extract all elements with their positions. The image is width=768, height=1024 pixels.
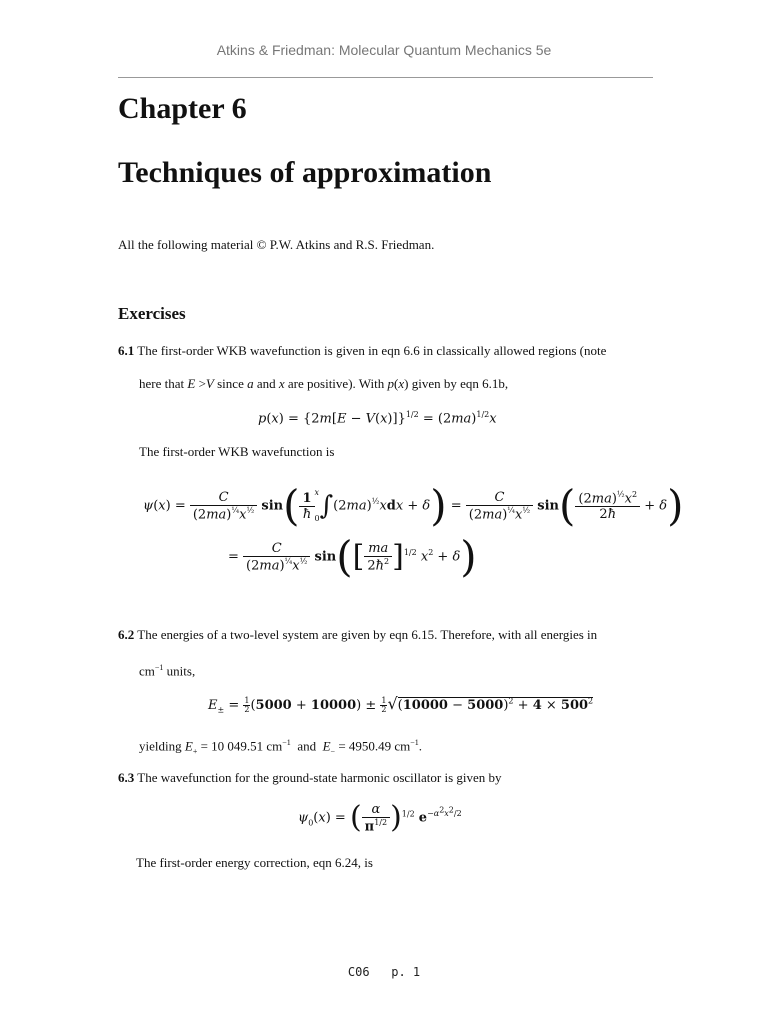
text: −1	[410, 738, 419, 747]
text: = 10 049.51 cm	[197, 738, 283, 754]
equation-wkb-2: = $\frac{C}{(2ma)^{\frac{1}{4}}x^{\frac{1}{2}}}$ sin([ $\frac{ma}{2ħ^2}$ ]$^{1/2}$ $x^2 + \delta$)	[228, 532, 477, 581]
text: are positive). With	[284, 376, 388, 391]
running-header: Atkins & Friedman: Molecular Quantum Mechanics 5e	[216, 42, 552, 58]
exercise-6-2-line1	[118, 627, 597, 643]
text: (	[394, 376, 399, 391]
text: E	[322, 738, 331, 754]
exercise-6-1-line2	[139, 376, 508, 392]
exercise-6-3-line1	[118, 770, 502, 786]
text: The wavefunction for the ground-state harmonic oscillator is given by	[134, 770, 502, 785]
text: >	[195, 376, 206, 391]
text: The energies of a two-level system are given by eqn 6.15. Therefore, with all energies in	[134, 627, 598, 642]
text: −1	[282, 738, 291, 747]
exercise-number: 6.1	[118, 343, 135, 358]
copyright-notice: All the following material © P.W. Atkins and R.S. Friedman.	[118, 237, 435, 252]
text: = 4950.49 cm	[335, 738, 411, 754]
chapter-title: Techniques of approximation	[118, 156, 492, 189]
text: The first-order WKB wavefunction is given in eqn 6.6 in classically allowed regions (note	[134, 343, 607, 358]
equation-energies: $E_\pm$ = $\frac{1}{2}$ (5000 + 10000) ± $\frac{1}{2}$ $√(10000 - 5000)^2 + 4 \times 500^2$	[208, 694, 594, 715]
exercise-6-2-result	[139, 735, 422, 760]
exercise-6-3-line2: The first-order energy correction, eqn 6.24, is	[136, 855, 373, 870]
header-divider	[118, 77, 653, 78]
text: +	[192, 746, 198, 756]
text: yielding	[139, 738, 185, 754]
equation-wkb-1: ψ(x) = $\frac{C}{(2ma)^{\frac{1}{4}}x^{\frac{1}{2}}}$ sin( $\frac{1}{ħ}$ x $0\int(2ma)^{\frac{1}{2}}xdx + \delta$) = $\frac{C}{(2ma)^{\frac{1}{4}}x^{\frac{1}{2}}}$ sin( $\frac{(2ma)^{\frac{1}{2}}x^2}{2ħ}$ + δ)	[143, 481, 684, 530]
text: cm	[139, 663, 155, 679]
exercise-6-1-line1	[118, 343, 606, 359]
text: E	[184, 738, 193, 754]
section-heading: Exercises	[118, 304, 186, 323]
text: E	[187, 376, 196, 391]
text: x	[278, 376, 285, 391]
text: and	[290, 738, 323, 754]
exercise-6-1-line3: The first-order WKB wavefunction is	[139, 444, 335, 459]
text: since	[213, 376, 248, 391]
exercise-number: 6.3	[118, 770, 135, 785]
text: x	[398, 376, 405, 391]
exercise-6-2-line2	[139, 660, 195, 679]
page-footer: C06 p. 1	[347, 965, 421, 979]
exercise-number: 6.2	[118, 627, 135, 642]
text: here that	[139, 376, 188, 391]
text: units,	[163, 663, 196, 679]
text: −1	[154, 663, 164, 672]
chapter-number: Chapter 6	[118, 92, 247, 125]
text: and	[253, 376, 279, 391]
text: ) given by eqn 6.1b,	[404, 376, 509, 391]
text: p	[387, 376, 395, 391]
text: .	[418, 738, 423, 754]
text: V	[205, 376, 214, 391]
text: a	[247, 376, 254, 391]
equation-momentum: $p(x) = \{2m[E - V(x)]\}^{1/2} = (2ma)^{1/2}x$	[258, 410, 497, 427]
equation-ground-state: $\psi_0(x)$ = ( $\frac{\alpha}{\pi^{1/2}}$ )$^{1/2}$ $e^{-\alpha^2x^2/2}$	[298, 800, 462, 836]
text: −	[330, 746, 336, 756]
